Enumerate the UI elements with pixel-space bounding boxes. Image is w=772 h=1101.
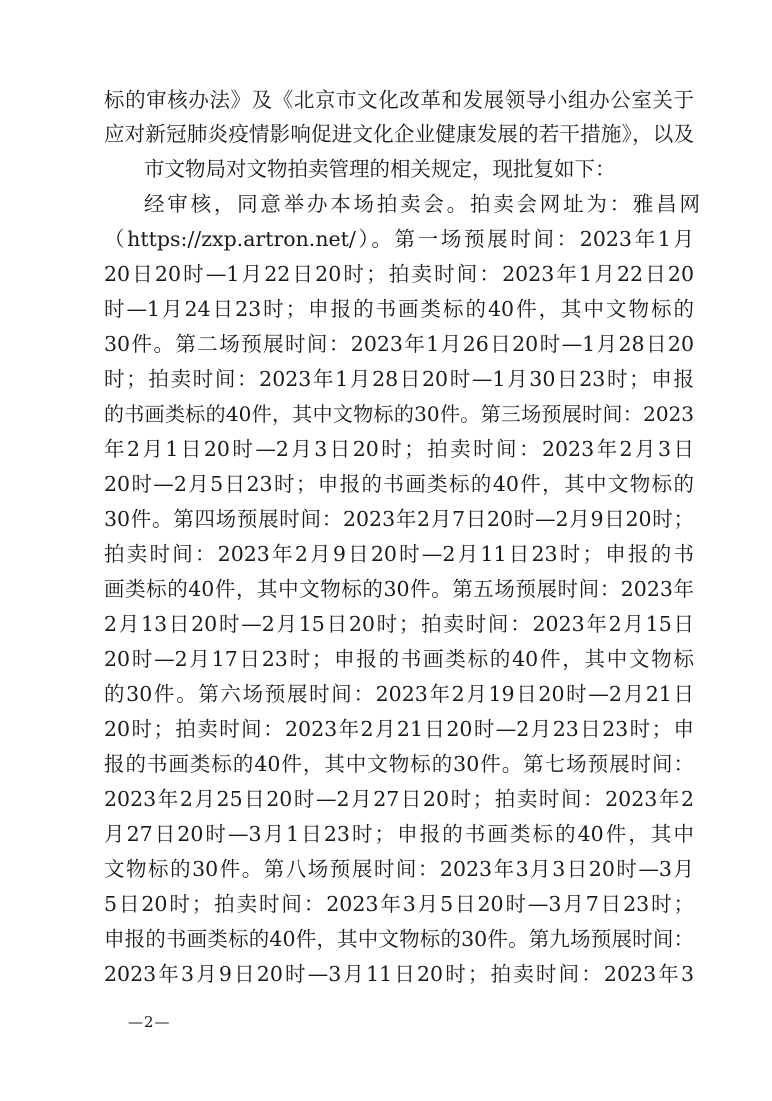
- body-line-25: 申报的书画类标的40件，其中文物标的30件。第九场预展时间：: [104, 927, 694, 951]
- body-line-3: 市文物局对文物拍卖管理的相关规定，现批复如下：: [144, 157, 616, 181]
- body-line-22: 月27日20时—3月1日23时；申报的书画类标的40件，其中: [104, 822, 694, 846]
- body-line-11: 年2月1日20时—2月3日20时；拍卖时间：2023年2月3日: [104, 437, 694, 461]
- body-line-15: 画类标的40件，其中文物标的30件。第五场预展时间：2023年: [104, 577, 694, 601]
- body-line-9: 时；拍卖时间：2023年1月28日20时—1月30日23时；申报: [104, 367, 694, 391]
- body-line-2: 应对新冠肺炎疫情影响促进文化企业健康发展的若干措施》，以及: [104, 122, 694, 146]
- body-line-18: 的30件。第六场预展时间：2023年2月19日20时—2月21日: [104, 682, 694, 706]
- body-line-21: 2023年2月25日20时—2月27日20时；拍卖时间：2023年2: [104, 787, 694, 811]
- body-line-20: 报的书画类标的40件，其中文物标的30件。第七场预展时间：: [104, 752, 694, 776]
- body-line-12: 20时—2月5日23时；申报的书画类标的40件，其中文物标的: [104, 472, 694, 496]
- body-line-14: 拍卖时间：2023年2月9日20时—2月11日23时；申报的书: [104, 542, 694, 566]
- page-number: —2—: [128, 1013, 171, 1031]
- body-line-7: 时—1月24日23时；申报的书画类标的40件，其中文物标的: [104, 297, 694, 321]
- body-line-19: 20时；拍卖时间：2023年2月21日20时—2月23日23时；申: [104, 717, 694, 741]
- body-line-4: 经审核，同意举办本场拍卖会。拍卖会网址为：雅昌网: [144, 192, 700, 216]
- body-line-17: 20时—2月17日23时；申报的书画类标的40件，其中文物标: [104, 647, 694, 671]
- body-line-24: 5日20时；拍卖时间：2023年3月5日20时—3月7日23时；: [104, 892, 694, 916]
- body-line-6: 20日20时—1月22日20时；拍卖时间：2023年1月22日20: [104, 262, 694, 286]
- body-line-23: 文物标的30件。第八场预展时间：2023年3月3日20时—3月: [104, 857, 694, 881]
- body-line-5: （https://zxp.artron.net/）。第一场预展时间：2023年1月: [104, 227, 694, 251]
- body-line-16: 2月13日20时—2月15日20时；拍卖时间：2023年2月15日: [104, 612, 694, 636]
- body-line-26: 2023年3月9日20时—3月11日20时；拍卖时间：2023年3: [104, 962, 694, 986]
- body-line-13: 30件。第四场预展时间：2023年2月7日20时—2月9日20时；: [104, 507, 694, 531]
- body-line-1: 标的审核办法》及《北京市文化改革和发展领导小组办公室关于: [104, 88, 694, 112]
- body-line-8: 30件。第二场预展时间：2023年1月26日20时—1月28日20: [104, 332, 694, 356]
- body-line-10: 的书画类标的40件，其中文物标的30件。第三场预展时间：2023: [104, 402, 694, 426]
